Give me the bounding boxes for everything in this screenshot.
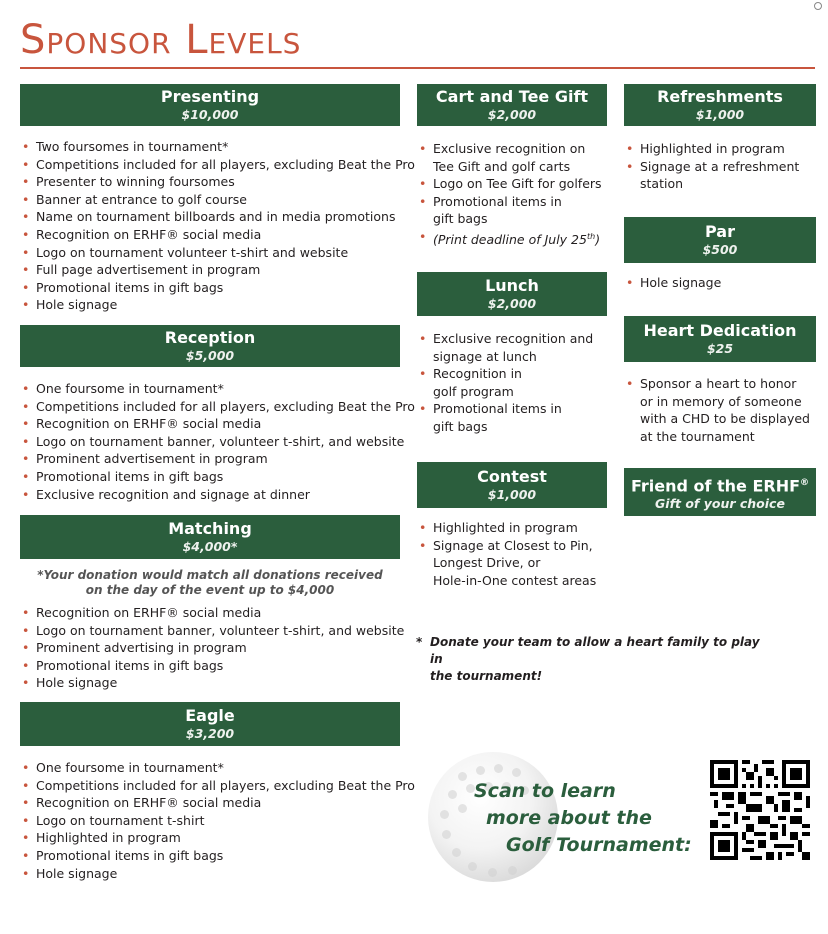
cart-tee-price: $2,000: [487, 107, 537, 122]
list-item: • Promotional items in gift bags: [20, 468, 420, 486]
matching-note-line2: on the day of the event up to $4,000: [85, 583, 335, 597]
list-item-cont: Longest Drive, or: [433, 555, 541, 571]
lunch-list: [417, 330, 622, 436]
friend-name: [624, 473, 816, 496]
list-item: • Sponsor a heart to honor: [624, 375, 824, 393]
list-item: • One foursome in tournament*: [20, 759, 420, 777]
scan-line1: Scan to learn: [474, 780, 616, 802]
reception-price: $5,000: [185, 348, 235, 363]
cart-tee-list: [417, 140, 622, 249]
list-item: • Name on tournament billboards and in media promotions: [20, 208, 420, 226]
list-item: • Exclusive recognition on: [417, 140, 622, 158]
list-item: • Recognition on ERHF® social media: [20, 415, 420, 433]
refreshments-name: Refreshments: [657, 87, 783, 106]
eagle-header: [20, 702, 400, 746]
matching-list: [20, 604, 423, 692]
heart-header: [624, 316, 816, 362]
note-asterisk: *: [416, 635, 423, 649]
title-rule: [20, 67, 815, 69]
matching-note: [20, 568, 400, 598]
eagle-list: [20, 759, 420, 882]
friend-header: [624, 468, 816, 516]
print-deadline-note: [417, 228, 622, 249]
refreshments-list: [624, 140, 824, 193]
refreshments-header: [624, 84, 816, 126]
heart-list: [624, 375, 824, 445]
presenting-price: $10,000: [181, 107, 239, 122]
reception-name: Reception: [164, 328, 256, 347]
list-item: • Banner at entrance to golf course: [20, 191, 420, 209]
list-item-cont: signage at lunch: [433, 348, 537, 364]
list-item: • Hole signage: [20, 296, 420, 314]
heart-price: $25: [706, 341, 734, 356]
list-item: • Logo on tournament volunteer t-shirt and website: [20, 244, 420, 262]
qr-code-icon[interactable]: [710, 760, 810, 860]
list-item: • Presenter to winning foursomes: [20, 173, 420, 191]
list-item: • Prominent advertising in program: [20, 639, 420, 657]
list-item: • Competitions included for all players, excluding Beat the Pro: [20, 398, 420, 416]
presenting-header: [20, 84, 400, 126]
matching-note-line1: *Your donation would match all donations received: [37, 568, 383, 582]
contest-price: $1,000: [487, 487, 537, 502]
list-item: • Recognition on ERHF® social media: [20, 794, 420, 812]
scan-line2: more about the: [486, 807, 652, 829]
list-item: • Logo on tournament banner, volunteer t-shirt, and website: [20, 433, 420, 451]
matching-price: $4,000*: [182, 539, 238, 554]
par-list: [624, 274, 824, 292]
heart-name: Heart Dedication: [643, 321, 797, 340]
list-item: • Highlighted in program: [624, 140, 824, 158]
list-item: • Logo on tournament t-shirt: [20, 812, 420, 830]
matching-header: [20, 515, 400, 559]
lunch-header: [417, 272, 607, 316]
eagle-name: Eagle: [185, 706, 235, 725]
list-item: • Promotional items in: [417, 400, 622, 418]
list-item: • Prominent advertisement in program: [20, 450, 420, 468]
friend-name-text: Friend of the ERHF: [630, 476, 801, 496]
donate-team-note: [416, 634, 776, 685]
list-item: • Full page advertisement in program: [20, 261, 420, 279]
list-item: • Two foursomes in tournament*: [20, 138, 420, 156]
cart-tee-name: Cart and Tee Gift: [435, 87, 589, 106]
list-item: • Highlighted in program: [417, 519, 622, 537]
scan-to-learn: [470, 778, 700, 859]
list-item: • Recognition on ERHF® social media: [20, 226, 420, 244]
reception-header: [20, 325, 400, 367]
list-item-cont: golf program: [433, 383, 514, 399]
friend-price: Gift of your choice: [655, 496, 785, 512]
list-item: • Signage at Closest to Pin,: [417, 537, 622, 555]
list-item: • Promotional items in gift bags: [20, 847, 420, 865]
list-item: • Highlighted in program: [20, 829, 420, 847]
print-deadline-prefix: (Print deadline of July 25: [433, 232, 587, 248]
presenting-name: Presenting: [160, 87, 260, 106]
presenting-list: [20, 138, 420, 314]
list-item: • Logo on Tee Gift for golfers: [417, 175, 622, 193]
scan-line3: Golf Tournament:: [506, 834, 692, 856]
par-name: Par: [705, 222, 735, 241]
page-title: Sponsor Levels: [20, 17, 302, 63]
list-item-cont: gift bags: [433, 418, 488, 434]
refreshments-price: $1,000: [695, 107, 745, 122]
list-item: • Recognition on ERHF® social media: [20, 604, 420, 622]
list-item: • Promotional items in gift bags: [20, 657, 420, 675]
matching-name: Matching: [168, 519, 252, 538]
list-item: • Promotional items in gift bags: [20, 279, 420, 297]
par-header: [624, 217, 816, 263]
list-item-cont: Tee Gift and golf carts: [433, 158, 571, 174]
list-item-cont: with a CHD to be displayed: [640, 411, 810, 427]
list-item: • Exclusive recognition and signage at dinner: [20, 486, 420, 504]
list-item: • Competitions included for all players, excluding Beat the Pro: [20, 156, 420, 174]
list-item-cont: at the tournament: [640, 428, 755, 444]
list-item-cont: station: [640, 176, 684, 192]
lunch-price: $2,000: [487, 296, 537, 311]
list-item: • Competitions included for all players, excluding Beat the Pro: [20, 777, 420, 795]
list-item-cont: Hole-in-One contest areas: [433, 572, 597, 588]
note-line2: the tournament!: [430, 669, 543, 683]
par-price: $500: [702, 242, 738, 257]
lunch-name: Lunch: [485, 276, 539, 295]
list-item: • Logo on tournament banner, volunteer t-shirt, and website: [20, 622, 420, 640]
contest-list: [417, 519, 622, 589]
note-line1: Donate your team to allow a heart family to play in: [430, 635, 760, 666]
cart-tee-header: [417, 84, 607, 126]
friend-reg-mark: ®: [800, 478, 810, 488]
list-item: • Recognition in: [417, 365, 622, 383]
list-item: • Signage at a refreshment: [624, 158, 824, 176]
list-item-cont: or in memory of someone: [640, 393, 802, 409]
print-deadline-suffix: ): [595, 232, 601, 248]
corner-mark: [814, 2, 822, 10]
contest-name: Contest: [477, 467, 547, 486]
list-item: • Hole signage: [20, 865, 420, 883]
list-item-cont: gift bags: [433, 211, 488, 227]
list-item: • Promotional items in: [417, 193, 622, 211]
reception-list: [20, 380, 420, 503]
list-item: • Hole signage: [624, 274, 824, 292]
list-item: • Exclusive recognition and: [417, 330, 622, 348]
print-deadline-sup: th: [586, 231, 596, 241]
eagle-price: $3,200: [185, 726, 235, 741]
list-item: • Hole signage: [20, 674, 420, 692]
contest-header: [417, 462, 607, 508]
list-item: • One foursome in tournament*: [20, 380, 420, 398]
